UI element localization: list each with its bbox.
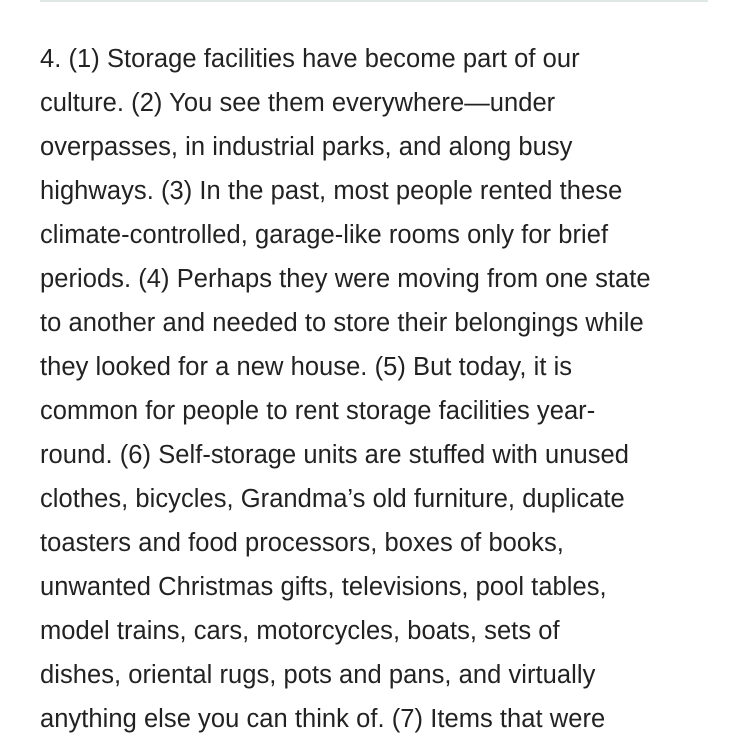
passage-line: dishes, oriental rugs, pots and pans, and virtually	[40, 661, 596, 689]
passage-line: round. (6) Self-storage units are stuffed with unused	[40, 441, 630, 469]
passage-line: anything else you can think of. (7) Items that were	[40, 705, 606, 733]
passage-line: model trains, cars, motorcycles, boats, sets of	[40, 617, 560, 645]
top-divider	[40, 0, 708, 2]
passage-line: periods. (4) Perhaps they were moving from one state	[40, 265, 651, 293]
passage-text	[40, 37, 651, 741]
passage-line: highways. (3) In the past, most people rented these	[40, 177, 623, 205]
passage-line: climate-controlled, garage-like rooms only for brief	[40, 221, 609, 249]
passage-line: they looked for a new house. (5) But today, it is	[40, 353, 573, 381]
passage-line: to another and needed to store their belongings while	[40, 309, 644, 337]
passage-line: 4. (1) Storage facilities have become part of our	[40, 45, 580, 73]
passage-line: overpasses, in industrial parks, and along busy	[40, 133, 573, 161]
passage-line: toasters and food processors, boxes of books,	[40, 529, 564, 557]
passage-line: unwanted Christmas gifts, televisions, pool tables,	[40, 573, 607, 601]
passage-line: clothes, bicycles, Grandma’s old furniture, duplicate	[40, 485, 625, 513]
passage-line: culture. (2) You see them everywhere—under	[40, 89, 556, 117]
passage-line: common for people to rent storage facilities year-	[40, 397, 596, 425]
